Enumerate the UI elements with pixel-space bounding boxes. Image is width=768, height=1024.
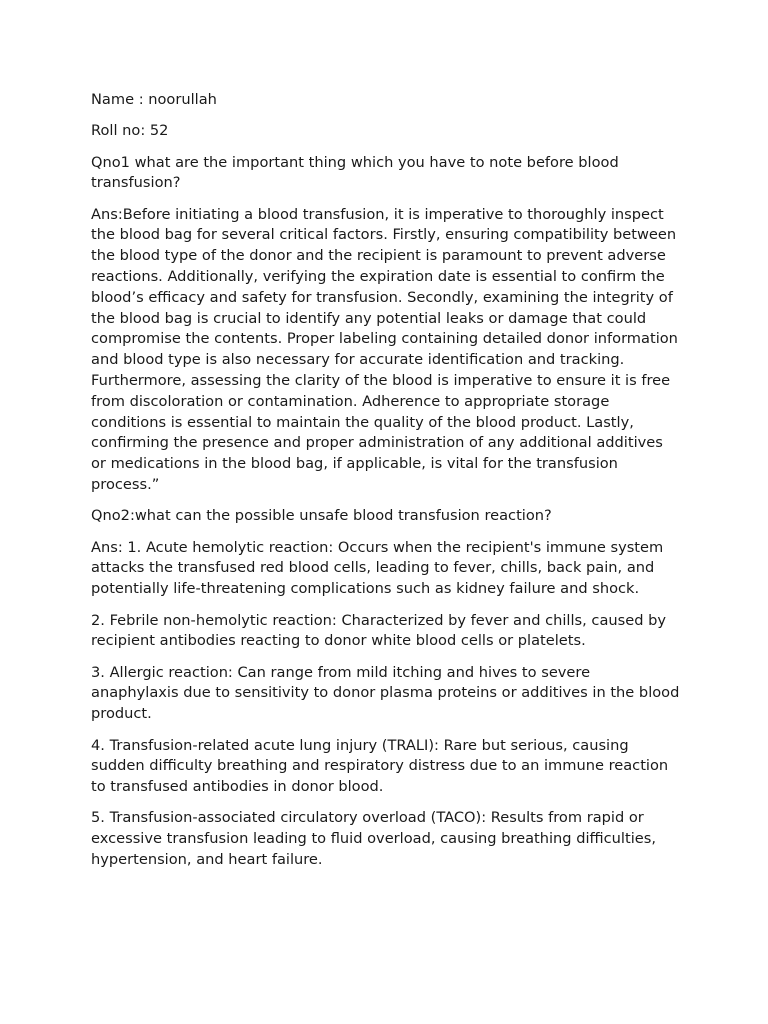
answer-2-item: 3. Allergic reaction: Can range from mild itching and hives to severe anaphylaxis due to sensitivity to donor plasma proteins or additives in the blood product. [91,663,680,723]
answer-2-item: 5. Transfusion-associated circulatory overload (TACO): Results from rapid or excessive transfusion leading to fluid overload, causing breathing difficulties, hypertension, and heart failure. [91,809,656,868]
roll-number: Roll no: 52 [91,122,169,140]
answer-2-item: 4. Transfusion-related acute lung injury (TRALI): Rare but serious, causing sudden difficulty breathing and respiratory distress due to an immune reaction to transfused antibodies in donor blood. [91,736,669,796]
question-2: Qno2:what can the possible unsafe blood transfusion reaction? [91,507,552,525]
document-page [91,90,681,881]
question-1: Qno1 what are the important thing which you have to note before blood transfusion? [91,153,619,192]
student-name: Name : noorullah [91,91,217,108]
answer-2-item: Ans: 1. Acute hemolytic reaction: Occurs when the recipient's immune system attacks the transfused red blood cells, leading to fever, chills, back pain, and potentially life-threatening complications such as kidney failure and shock. [91,538,664,598]
answer-1: Ans:Before initiating a blood transfusion, it is imperative to thoroughly inspect the blood bag for several critical factors. Firstly, ensuring compatibility between the blood type of the donor and the recipient is paramount to prevent adverse reactions. Additionally, verifying the expiration date is essential to confirm the blood’s efficacy and safety for transfusion. Secondly, examining the integrity of the blood bag is crucial to identify any potential leaks or damage that could compromise the contents. Proper labeling containing detailed donor information and blood type is also necessary for accurate identification and tracking. Furthermore, assessing the clarity of the blood is imperative to ensure it is free from discoloration or contamination. Adherence to appropriate storage conditions is essential to maintain the quality of the blood product. Lastly, confirming the presence and proper administration of any additional additives or medications in the blood bag, if applicable, is vital for the transfusion process.” [91,205,678,494]
answer-2-item: 2. Febrile non-hemolytic reaction: Characterized by fever and chills, caused by recipient antibodies reacting to donor white blood cells or platelets. [91,611,667,650]
